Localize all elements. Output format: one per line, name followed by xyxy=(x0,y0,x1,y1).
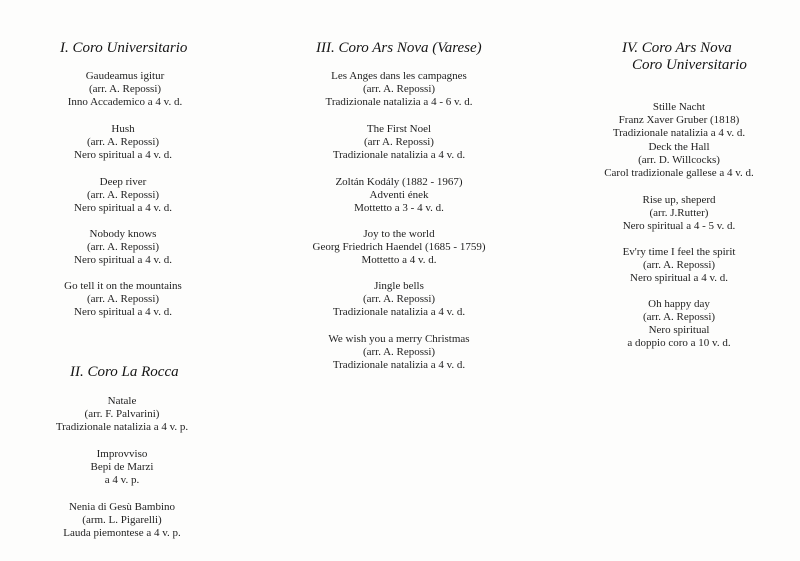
piece-title: We wish you a merry Christmas xyxy=(328,333,470,345)
section-title-coro-la-rocca xyxy=(70,364,179,381)
piece-description: Nero spiritual xyxy=(648,324,710,336)
piece-arranger: (arm. L. Pigarelli) xyxy=(82,514,162,526)
program-piece xyxy=(56,395,188,434)
piece-arranger: (arr. F. Palvarini) xyxy=(84,408,160,420)
piece-title: Hush xyxy=(111,123,135,135)
section-title-coro-ars-nova-varese xyxy=(316,40,482,57)
piece-title: Gaudeamus igitur xyxy=(85,70,165,82)
piece-title: Jingle bells xyxy=(374,280,424,292)
piece-arranger: (arr. A. Repossi) xyxy=(642,259,716,271)
program-piece xyxy=(333,123,465,162)
piece-composer: Zoltán Kodály (1882 - 1967) xyxy=(335,176,463,188)
piece-arranger: (arr. D. Willcocks) xyxy=(638,154,720,166)
piece-title: The First Noel xyxy=(366,123,432,135)
piece-arranger: (arr. A. Repossi) xyxy=(362,346,436,358)
program-piece xyxy=(74,228,172,267)
program-piece xyxy=(328,333,469,372)
piece-description: Tradizionale natalizia a 4 v. d. xyxy=(332,306,466,318)
piece-title: Improvviso xyxy=(96,448,148,460)
piece-description: Tradizionale natalizia a 4 - 6 v. d. xyxy=(325,96,473,108)
program-piece xyxy=(68,70,182,109)
piece-description: Inno Accademico a 4 v. d. xyxy=(67,96,183,108)
piece-title: Deck the Hall xyxy=(648,141,710,153)
piece-title: Nenia di Gesù Bambino xyxy=(68,501,175,513)
program-piece xyxy=(74,176,172,215)
program-piece xyxy=(64,280,182,319)
piece-arranger: (arr. A. Repossi) xyxy=(362,293,436,305)
piece-arranger: (arr. A. Repossi) xyxy=(86,189,160,201)
section-title-line: Coro Universitario xyxy=(632,57,747,73)
section-title-line: III. Coro Ars Nova (Varese) xyxy=(316,40,482,56)
piece-title: Adventi ének xyxy=(369,189,429,201)
program-piece xyxy=(63,501,181,540)
program-piece xyxy=(74,123,172,162)
program-piece xyxy=(335,176,462,215)
piece-title: Les Anges dans les campagnes xyxy=(331,70,467,82)
section-title-line: IV. Coro Ars Nova xyxy=(622,40,732,56)
piece-description: Tradizionale natalizia a 4 v. d. xyxy=(332,359,466,371)
piece-description: Tradizionale natalizia a 4 v. d. xyxy=(332,149,466,161)
piece-arranger: (arr. J.Rutter) xyxy=(649,207,709,219)
piece-description: Mottetto a 4 v. d. xyxy=(361,254,437,266)
piece-composer: Bepi de Marzi xyxy=(90,461,154,473)
piece-arranger: (arr. A. Repossi) xyxy=(86,241,160,253)
piece-title: Stille Nacht xyxy=(652,101,706,113)
piece-description: a 4 v. p. xyxy=(104,474,140,486)
piece-description: a doppio coro a 10 v. d. xyxy=(627,337,731,349)
section-title-coro-universitario xyxy=(60,40,187,57)
piece-title: Rise up, sheperd xyxy=(642,194,716,206)
piece-title: Deep river xyxy=(99,176,147,188)
piece-description: Nero spiritual a 4 v. d. xyxy=(74,306,172,318)
piece-arranger: (arr. A. Repossi) xyxy=(86,136,160,148)
piece-title: Oh happy day xyxy=(648,298,710,310)
program-piece xyxy=(623,194,736,233)
piece-description: Mottetto a 3 - 4 v. d. xyxy=(354,202,444,214)
piece-arranger: (arr. A. Repossi) xyxy=(86,293,160,305)
piece-description: Nero spiritual a 4 v. d. xyxy=(74,254,172,266)
piece-description: Nero spiritual a 4 v. d. xyxy=(630,272,728,284)
piece-description: Nero spiritual a 4 v. d. xyxy=(74,149,172,161)
piece-composer: Georg Friedrich Haendel (1685 - 1759) xyxy=(312,241,486,253)
program-piece xyxy=(91,448,154,487)
piece-description: Carol tradizionale gallese a 4 v. d. xyxy=(604,167,754,179)
program-piece xyxy=(313,228,486,267)
piece-arranger: (arr. A. Repossi) xyxy=(88,83,162,95)
piece-description: Nero spiritual a 4 - 5 v. d. xyxy=(622,220,736,232)
program-piece xyxy=(623,246,736,285)
piece-description: Tradizionale natalizia a 4 v. d. xyxy=(612,127,746,139)
piece-description: Lauda piemontese a 4 v. p. xyxy=(63,527,181,539)
program-piece xyxy=(333,280,465,319)
piece-title: Natale xyxy=(107,395,137,407)
piece-arranger: (arr A. Repossi) xyxy=(364,136,434,148)
program-piece xyxy=(325,70,472,109)
piece-title: Go tell it on the mountains xyxy=(64,280,182,292)
piece-title: Joy to the world xyxy=(363,228,435,240)
section-title-coro-ars-nova-coro-universitario xyxy=(622,40,747,74)
piece-composer: Franz Xaver Gruber (1818) xyxy=(618,114,740,126)
section-title-line: I. Coro Universitario xyxy=(60,40,188,56)
piece-description: Nero spiritual a 4 v. d. xyxy=(74,202,172,214)
piece-arranger: (arr. A. Repossi) xyxy=(362,83,436,95)
program-piece xyxy=(604,141,754,180)
piece-description: Tradizionale natalizia a 4 v. p. xyxy=(55,421,189,433)
piece-title: Nobody knows xyxy=(89,228,157,240)
piece-arranger: (arr. A. Repossi) xyxy=(642,311,716,323)
program-piece xyxy=(627,298,730,350)
program-piece xyxy=(613,101,745,140)
piece-title: Ev'ry time I feel the spirit xyxy=(622,246,736,258)
section-title-line: II. Coro La Rocca xyxy=(70,364,179,380)
